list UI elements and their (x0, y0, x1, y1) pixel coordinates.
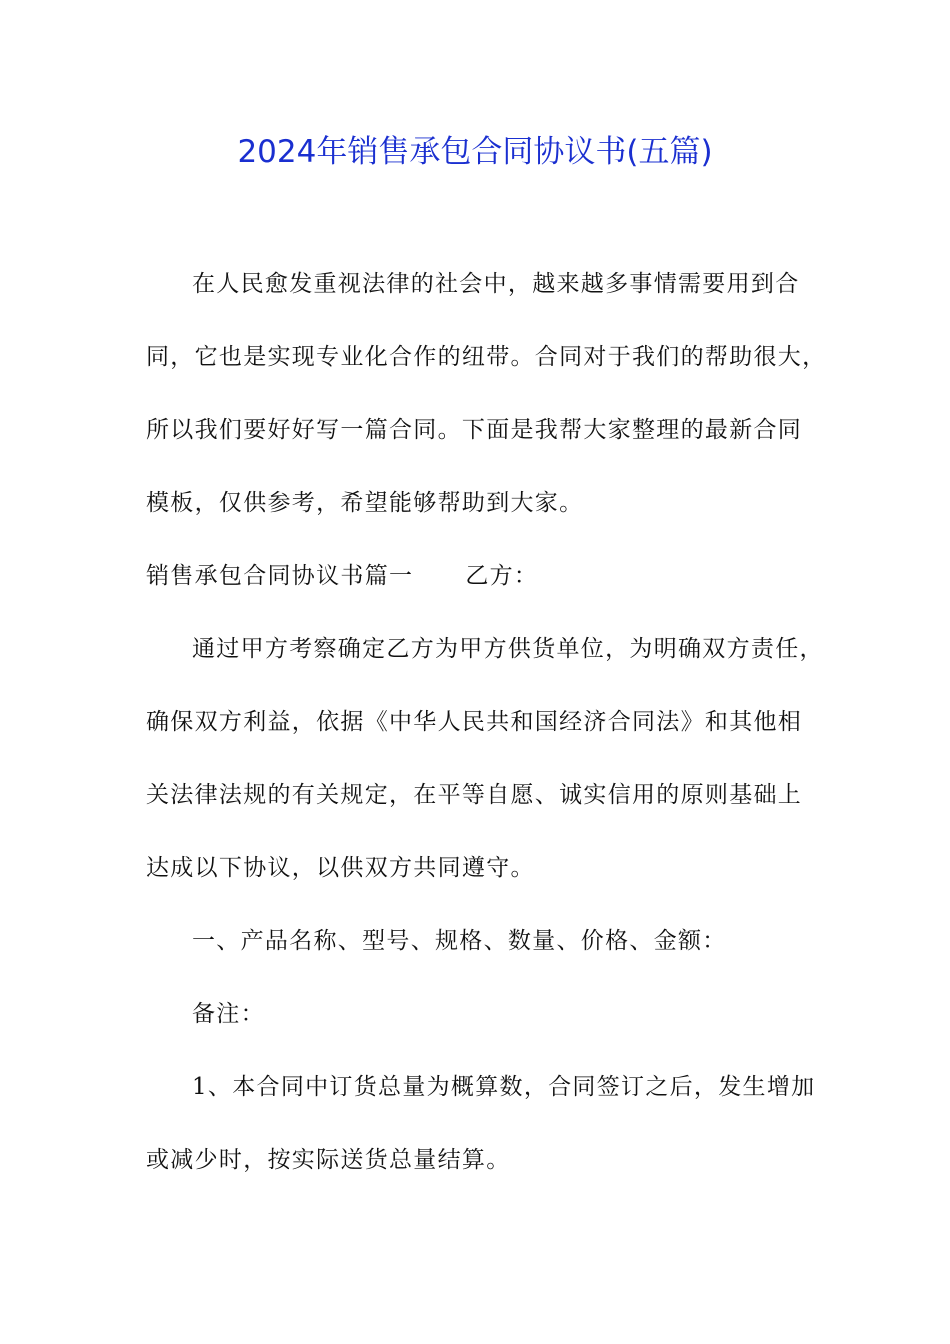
body-line-1: 通过甲方考察确定乙方为甲方供货单位，为明确双方责任， (192, 636, 824, 662)
note-line-1: 1、本合同中订货总量为概算数，合同签订之后，发生增加 (192, 1074, 816, 1100)
item-one-line: 一、产品名称、型号、规格、数量、价格、金额： (192, 928, 727, 954)
intro-line-1: 在人民愈发重视法律的社会中，越来越多事情需要用到合 (192, 271, 800, 297)
note-line-2: 或减少时，按实际送货总量结算。 (146, 1147, 511, 1173)
remark-label: 备注： (192, 1001, 265, 1027)
intro-line-2: 同，它也是实现专业化合作的纽带。合同对于我们的帮助很大， (146, 344, 827, 370)
body-line-4: 达成以下协议，以供双方共同遵守。 (146, 855, 535, 881)
body-line-2: 确保双方利益，依据《中华人民共和国经济合同法》和其他相 (146, 709, 803, 735)
section-heading (146, 560, 538, 592)
body-line-3: 关法律法规的有关规定，在平等自愿、诚实信用的原则基础上 (146, 782, 803, 808)
section-heading-party-b: 乙方： (465, 563, 539, 589)
intro-line-3: 所以我们要好好写一篇合同。下面是我帮大家整理的最新合同 (146, 417, 803, 443)
intro-line-4: 模板，仅供参考，希望能够帮助到大家。 (146, 490, 584, 516)
document-title: 2024年销售承包合同协议书(五篇) (237, 134, 713, 170)
section-heading-title: 销售承包合同协议书篇一 (146, 563, 414, 589)
